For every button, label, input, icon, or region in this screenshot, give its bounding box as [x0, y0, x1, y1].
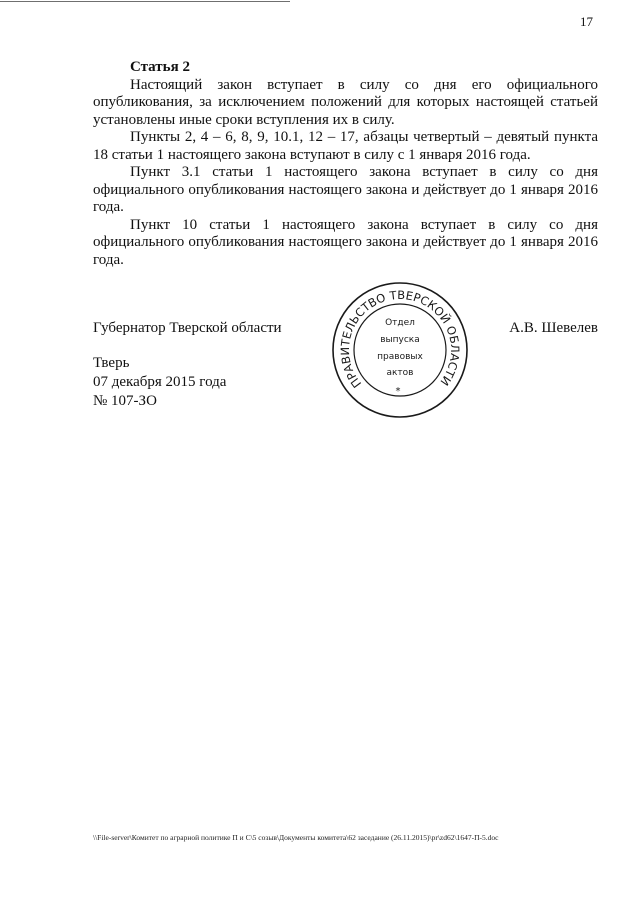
seal-center-line: правовых: [377, 352, 423, 362]
seal-center-line: выпуска: [380, 335, 420, 345]
scan-edge-line: [0, 1, 290, 2]
signatory-position: Губернатор Тверской области: [93, 320, 282, 336]
article-title: Статья 2: [130, 59, 190, 75]
seal-center-line: актов: [386, 368, 414, 378]
article-paragraph: Пункты 2, 4 – 6, 8, 9, 10.1, 12 – 17, абзацы четвертый – девятый пункта 18 статьи 1 настоящего закона вступают в силу с 1 января 2016 года.: [93, 129, 598, 163]
article-body: [93, 59, 598, 269]
page-number: 17: [580, 14, 593, 29]
article-paragraph: Настоящий закон вступает в силу со дня его официального опубликования, за исключением положений для которых настоящей статьей установлены иные сроки вступления их в силу.: [93, 76, 598, 128]
official-seal: [330, 280, 470, 420]
seal-star-icon: *: [395, 386, 401, 397]
footer-file-path: \\File-server\Комитет по аграрной политике П и С\5 созыв\Документы комитета\62 заседание (26.11.2015)\pr\zd62\1647-П-5.doc: [93, 833, 499, 842]
signatory-name: А.В. Шевелев: [509, 320, 598, 336]
signing-details: [93, 354, 226, 411]
signing-date: 07 декабря 2015 года: [93, 374, 227, 390]
seal-center-line: Отдел: [385, 318, 415, 328]
seal-ring-text-path: ПРАВИТЕЛЬСТВО ТВЕРСКОЙ ОБЛАСТИ: [337, 287, 463, 391]
law-number: № 107-ЗО: [93, 393, 157, 409]
article-paragraph: Пункт 10 статьи 1 настоящего закона вступает в силу со дня официального опубликования настоящего закона и действует до 1 января 2016 года.: [93, 216, 598, 268]
article-paragraph: Пункт 3.1 статьи 1 настоящего закона вступает в силу со дня официального опубликования настоящего закона и действует до 1 января 2016 года.: [93, 164, 598, 215]
signing-place: Тверь: [93, 355, 130, 371]
